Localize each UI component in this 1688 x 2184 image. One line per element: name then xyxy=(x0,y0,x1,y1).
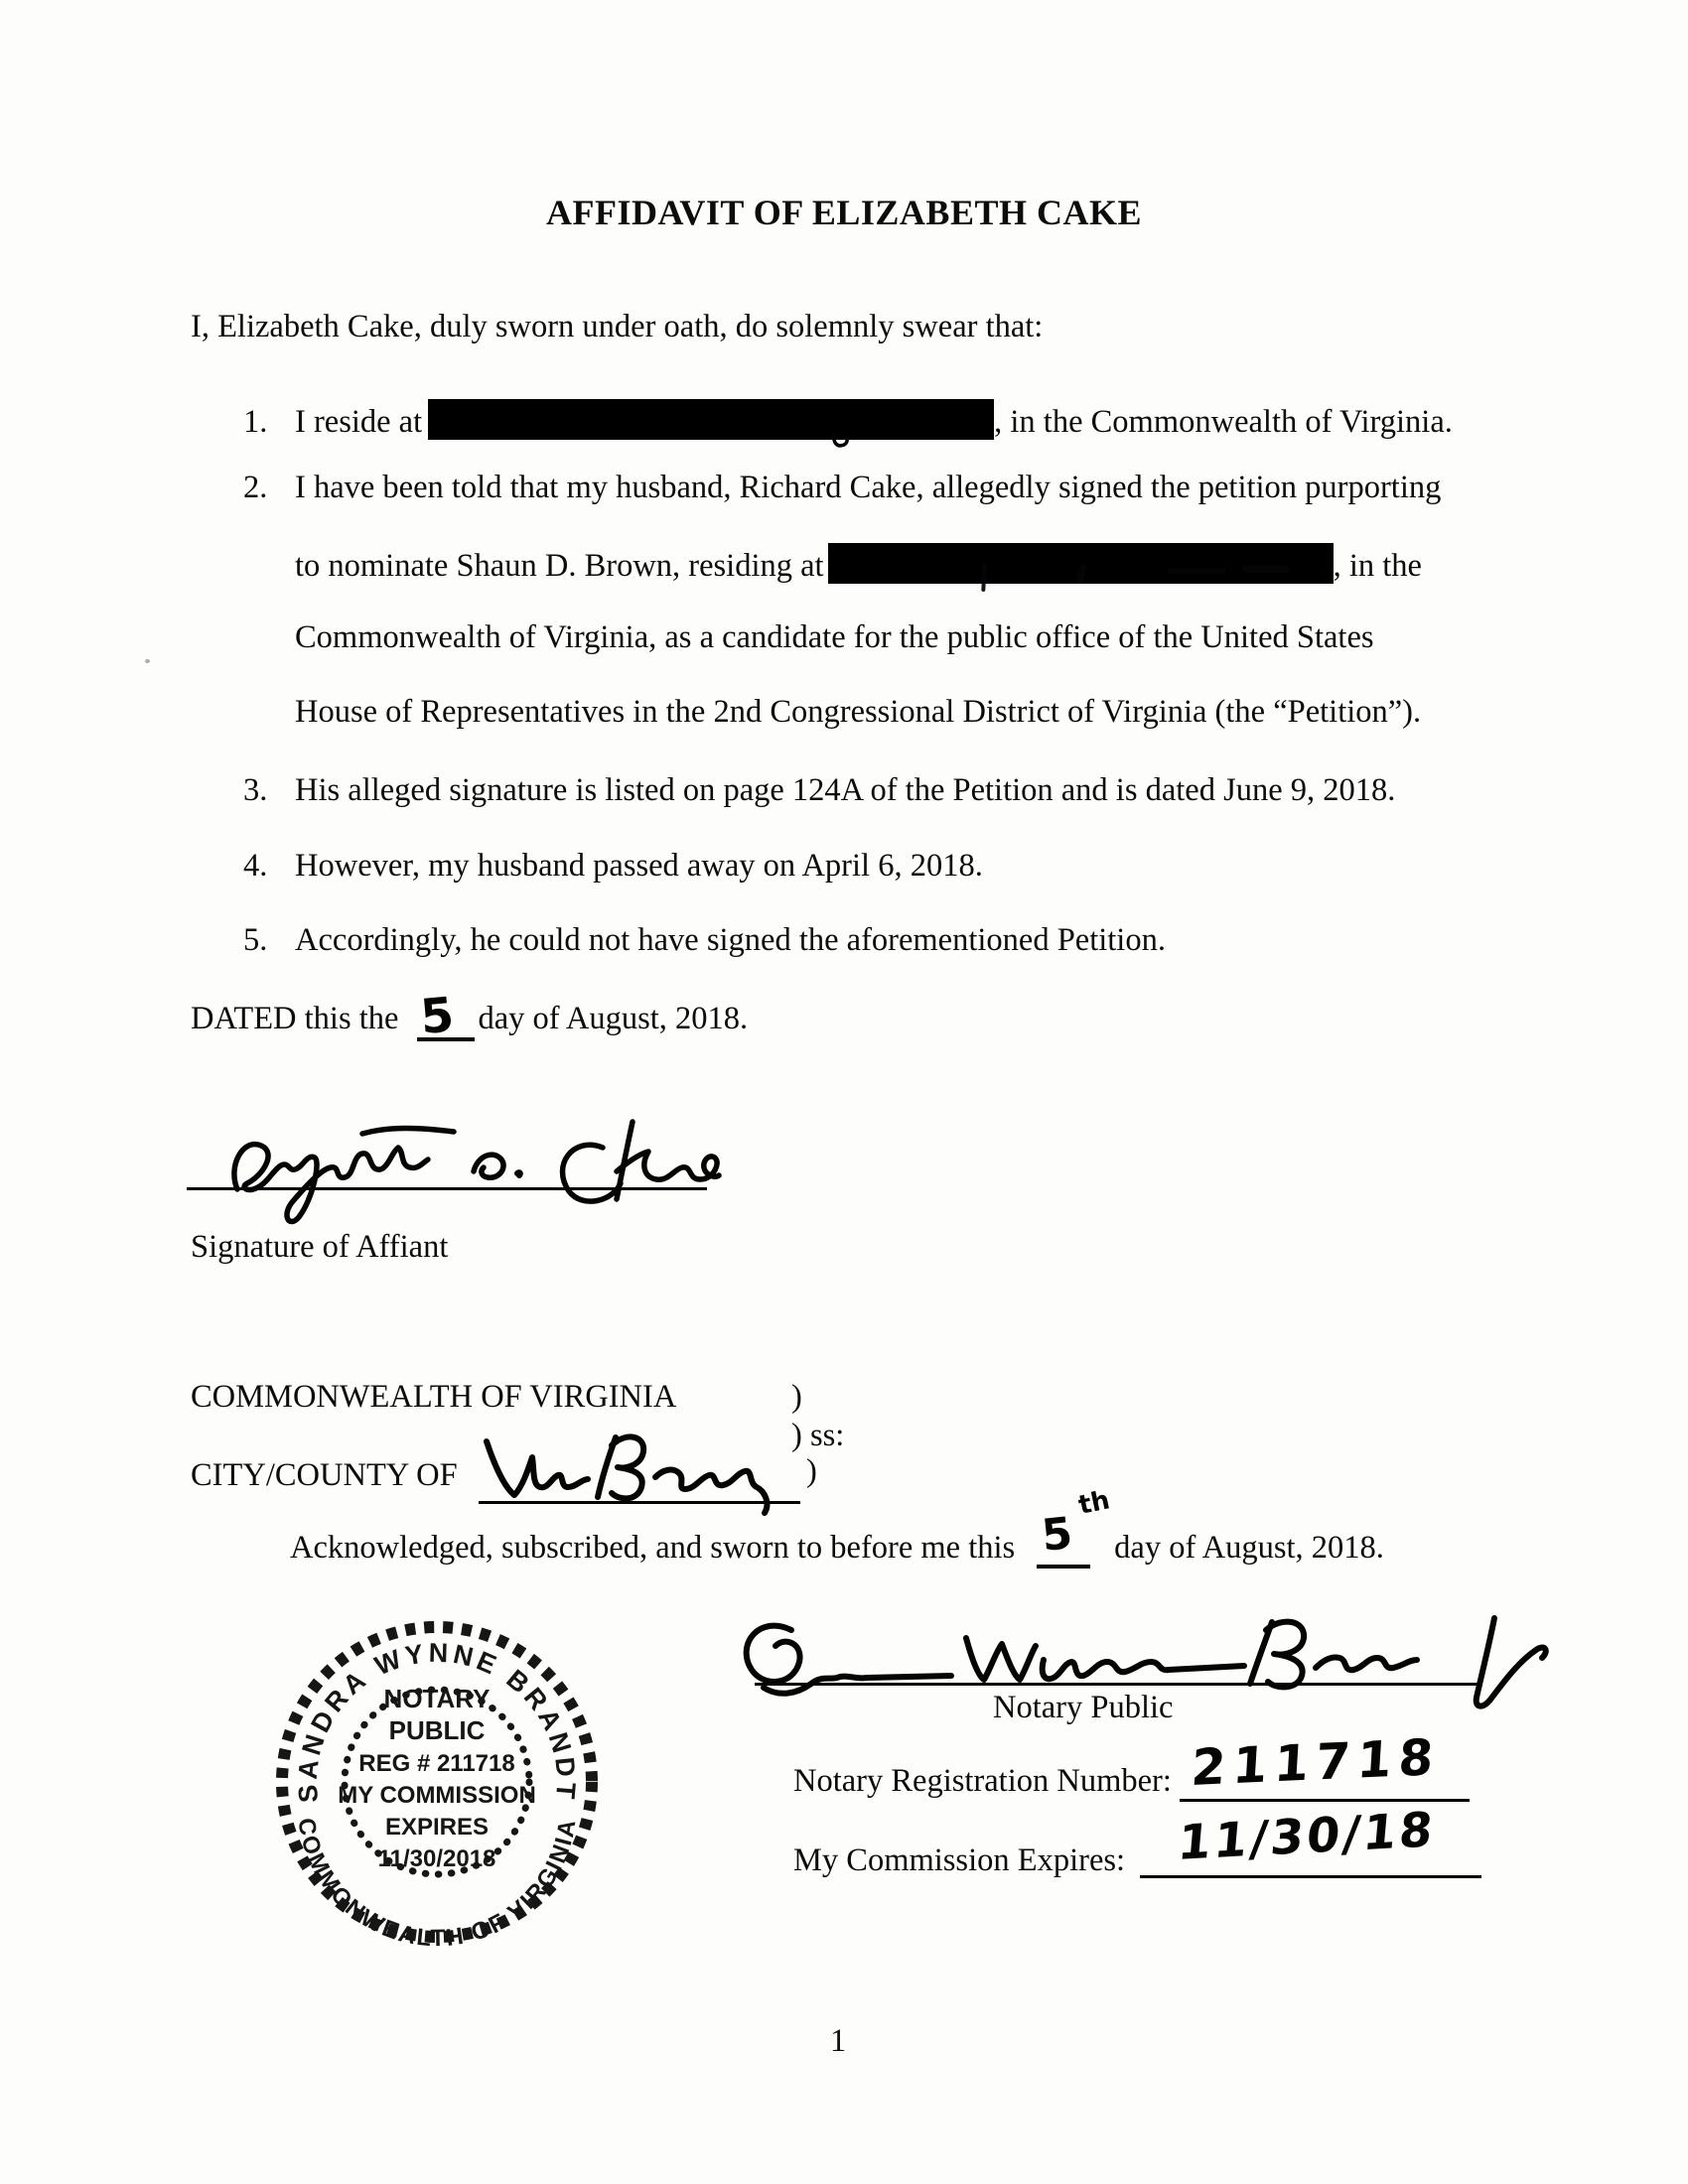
item-text: I reside at xyxy=(295,404,423,440)
venue-ss: ) ss: xyxy=(791,1418,845,1453)
list-item-2-line-3: Commonwealth of Virginia, as a candidate for the public office of the United States xyxy=(295,619,1374,655)
venue-paren-1: ) xyxy=(791,1379,802,1415)
item-text: , in the Commonwealth of Virginia. xyxy=(994,404,1453,440)
item-number: 5. xyxy=(243,922,268,958)
acknowledgment-line xyxy=(290,1529,1384,1568)
registration-value-handwritten: 211718 xyxy=(1190,1727,1443,1797)
handwritten-day: 5 xyxy=(1039,1508,1075,1562)
redacted-text-fragment xyxy=(981,562,987,592)
document-title: AFFIDAVIT OF ELIZABETH CAKE xyxy=(546,193,1142,232)
item-text: His alleged signature is listed on page 124A of the Petition and is dated June 9, 2018. xyxy=(295,772,1396,808)
stamp-line: EXPIRES xyxy=(384,1814,490,1841)
stamp-line: PUBLIC xyxy=(388,1715,486,1745)
acknowledgment-post: day of August, 2018. xyxy=(1114,1530,1384,1566)
item-text: However, my husband passed away on April 6, 2018. xyxy=(295,848,983,884)
acknowledgment-pre: Acknowledged, subscribed, and sworn to before me this xyxy=(290,1530,1016,1566)
item-text: to nominate Shaun D. Brown, residing at xyxy=(295,548,824,584)
stamp-line: 11/30/2018 xyxy=(377,1845,496,1872)
item-text: I have been told that my husband, Richard Cake, allegedly signed the petition purporting xyxy=(295,470,1442,505)
commission-label: My Commission Expires: xyxy=(793,1843,1126,1878)
redacted-text-fragment xyxy=(830,433,852,455)
list-item-3 xyxy=(243,771,1395,810)
item-text: , in the xyxy=(1333,548,1422,584)
item-number: 1. xyxy=(243,404,268,440)
registration-underline xyxy=(1180,1799,1470,1802)
stamp-line: NOTARY xyxy=(383,1684,491,1713)
stamp-line: MY COMMISSION xyxy=(338,1782,536,1809)
redacted-text-fragment xyxy=(1168,568,1225,574)
commission-underline xyxy=(1140,1875,1481,1878)
list-item-4 xyxy=(243,847,983,886)
item-number: 2. xyxy=(243,470,268,505)
handwritten-day: 5 xyxy=(418,987,457,1045)
registration-label: Notary Registration Number: xyxy=(793,1763,1172,1799)
page-number: 1 xyxy=(830,2023,847,2059)
venue-city-label: CITY/COUNTY OF xyxy=(191,1457,458,1493)
list-item-2-line-2 xyxy=(295,543,1422,586)
venue-commonwealth: COMMONWEALTH OF VIRGINIA xyxy=(191,1379,677,1415)
stamp-line: REG # 211718 xyxy=(358,1750,515,1777)
scan-artifact-dot xyxy=(145,659,150,663)
handwritten-day-suffix: th xyxy=(1075,1485,1113,1521)
notary-stamp xyxy=(268,1613,606,1951)
list-item-5 xyxy=(243,921,1166,960)
stamp-arc-top-text: SANDRA WYNNE BRANDT xyxy=(292,1637,582,1805)
day-blank-underline xyxy=(1037,1565,1090,1569)
venue-paren-2: ) xyxy=(806,1453,817,1489)
stamp-arc-bottom-text: COMMONWEALTH OF VIRGINIA xyxy=(292,1816,582,1953)
item-text: Accordingly, he could not have signed the aforementioned Petition. xyxy=(295,922,1166,958)
commission-value-handwritten: 11/30/18 xyxy=(1176,1802,1439,1871)
redaction-bar xyxy=(428,399,994,440)
intro-paragraph: I, Elizabeth Cake, duly sworn under oath, do solemnly swear that: xyxy=(191,309,1044,344)
handwritten-city xyxy=(465,1426,812,1525)
dated-line xyxy=(191,1000,748,1038)
affiant-signature xyxy=(223,1108,720,1233)
notary-public-label: Notary Public xyxy=(993,1690,1174,1725)
redacted-text-fragment xyxy=(1243,566,1289,573)
list-item-2 xyxy=(243,469,1441,507)
dated-pre: DATED this the xyxy=(191,1001,399,1036)
item-number: 3. xyxy=(243,772,268,808)
item-number: 4. xyxy=(243,848,268,884)
dated-post: day of August, 2018. xyxy=(478,1001,749,1036)
list-item-2-line-4: House of Representatives in the 2nd Congressional District of Virginia (the “Petition”). xyxy=(295,694,1422,730)
affiant-signature-label: Signature of Affiant xyxy=(191,1229,449,1265)
